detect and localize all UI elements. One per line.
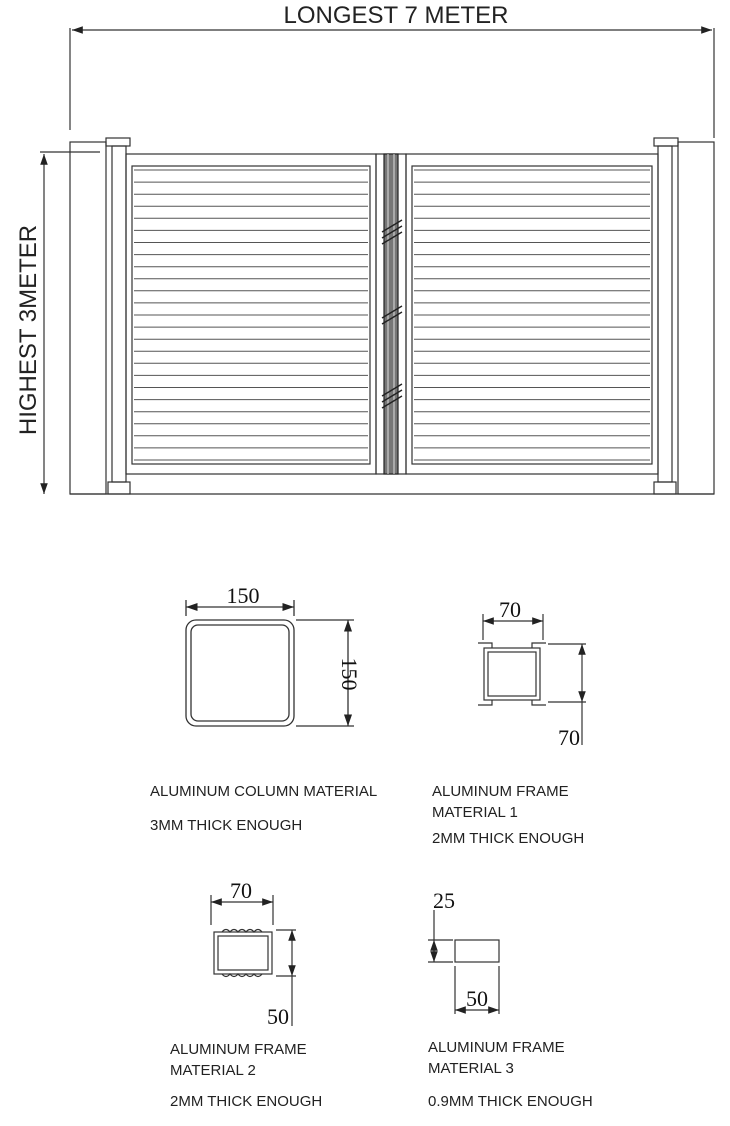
left-post (112, 146, 126, 482)
frame3-height-value: 25 (433, 888, 455, 913)
frame1-section-inner (488, 652, 536, 696)
right-leaf-frame (406, 154, 658, 474)
frame3-profile (428, 910, 499, 1014)
left-post-base (108, 482, 130, 494)
left-column-cap (106, 138, 130, 146)
frame1-height-value: 70 (558, 725, 580, 750)
frame2-title-line1: ALUMINUM FRAME (170, 1041, 307, 1058)
frame1-width-value: 70 (499, 597, 521, 622)
column-thickness: 3MM THICK ENOUGH (150, 817, 303, 834)
frame2-thickness: 2MM THICK ENOUGH (170, 1093, 323, 1110)
frame1-thickness: 2MM THICK ENOUGH (432, 830, 585, 847)
frame1-title-line1: ALUMINUM FRAME (432, 783, 569, 800)
left-column (70, 142, 106, 494)
right-leaf-slats (414, 170, 650, 460)
column-profile (186, 600, 354, 726)
center-stile-inner (384, 154, 398, 474)
right-column (678, 142, 714, 494)
frame1-section-outer (484, 648, 540, 700)
frame3-section (455, 940, 499, 962)
frame2-section-inner (218, 936, 268, 970)
right-post-base (654, 482, 676, 494)
left-leaf-slats (134, 170, 368, 460)
frame2-title-line2: MATERIAL 2 (170, 1062, 256, 1079)
gate-elevation (40, 28, 714, 494)
column-height-value: 150 (337, 657, 362, 691)
left-leaf-frame (126, 154, 376, 474)
frame3-title-line1: ALUMINUM FRAME (428, 1039, 565, 1056)
column-section-inner (191, 625, 289, 721)
width-label: LONGEST 7 METER (283, 2, 509, 29)
column-section-outer (186, 620, 294, 726)
column-width-value: 150 (226, 583, 260, 608)
right-post (658, 146, 672, 482)
frame3-width-value: 50 (466, 986, 488, 1011)
height-label: HIGHEST 3METER (15, 224, 42, 436)
column-title: ALUMINUM COLUMN MATERIAL (150, 783, 378, 800)
frame1-title-line2: MATERIAL 1 (432, 804, 518, 821)
frame2-width-value: 70 (230, 878, 252, 903)
frame3-title-line2: MATERIAL 3 (428, 1060, 514, 1077)
frame3-thickness: 0.9MM THICK ENOUGH (428, 1093, 593, 1110)
frame2-section-outer (214, 932, 272, 974)
frame2-height-value: 50 (267, 1004, 289, 1029)
right-column-cap (654, 138, 678, 146)
